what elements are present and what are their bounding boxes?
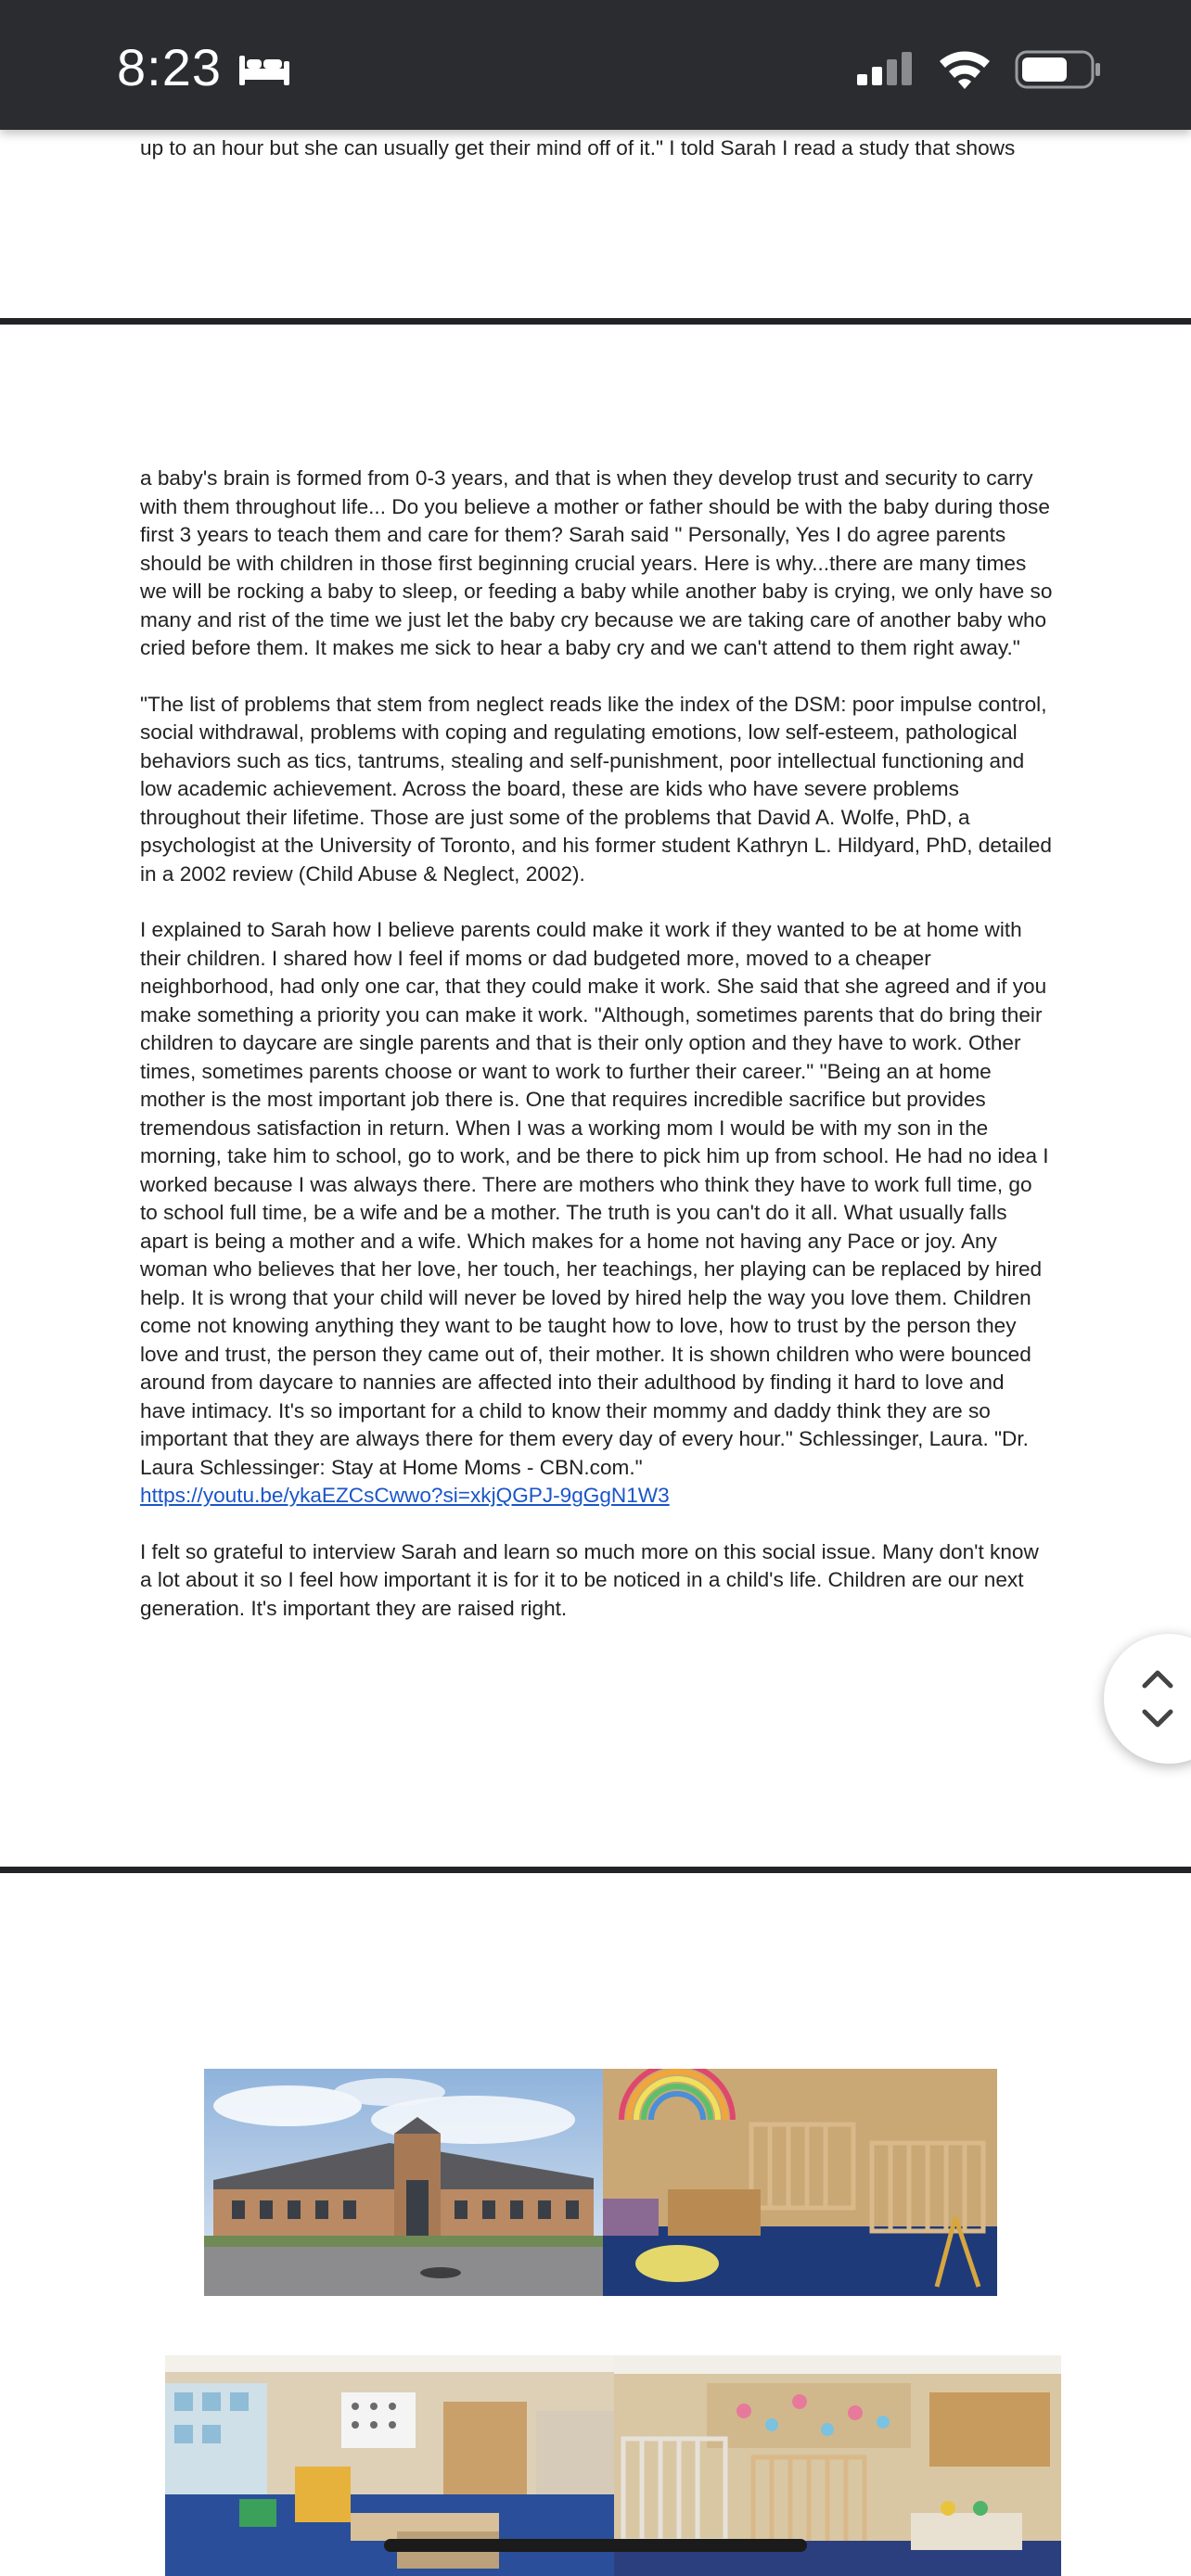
page-scroll-control[interactable] <box>1104 1634 1191 1764</box>
daycare-building-photo <box>204 2069 603 2296</box>
nursery-cribs-photo <box>603 2069 997 2296</box>
wifi-icon <box>937 48 992 89</box>
status-bar <box>0 0 1191 130</box>
paragraph-brain-development: a baby's brain is formed from 0-3 years, and that is when they develop trust and security to carry with them throughout life... Do you believe a mother or father should be with the baby during those first 3 years to teach them and care for them? Sarah said " Personally, Yes I do agree parents should be with children in those first beginning crucial years. Here is why...there are many times we will be rocking a baby to sleep, or feeding a baby while another baby is crying, we only have so many and rist of the time we just let the baby cry because we are taking care of another baby who cried before them. It makes me sick to hear a baby cry and we can't attend to them right away." <box>140 466 1053 659</box>
status-time: 8:23 <box>117 38 222 96</box>
chevron-up-icon[interactable] <box>1139 1665 1176 1691</box>
cellular-signal-icon <box>855 52 916 85</box>
paragraph-parents-work-text: I explained to Sarah how I believe parents could make it work if they wanted to be at home with their children. I shared how I feel if moms or dad budgeted more, moved to a cheaper neighborhood, had only one car, that they could make it work. She said that she agreed and if you make something a priority you can make it work. "Although, sometimes parents that do bring their children to daycare are single parents and that is their only option and they have to work. Other times, sometimes parents choose or want to work to further their career." "Being an at home mother is the most important job there is. One that requires incredible sacrifice but provides tremendous satisfaction in return. When I was a working mom I would be with my son in the morning, take him to school, go to work, and be there to pick him up from school. He had no idea I worked because I was always there. There are mothers who think they have to work full time, go to school full time, be a wife and be a mother. The truth is you can't do it all. What usually falls apart is being a mother and a wife. Which makes for a home not having any Pace or joy. Any woman who believes that her love, her touch, her teachings, her playing can be replaced by hired help. It is wrong that your child will never be loved by hired help the way you love them. Children come not knowing anything they want to be taught how to love, how to trust by the person they love and trust, the person they came out of, their mother. It is shown children who were bounced around from daycare to nannies are affected into their adulthood by finding it hard to love and have intimacy. It's so important for a child to know their mommy and daddy think they are so important that they are always there for them every day of every hour." Schlessinger, Laura. "Dr. Laura Schlessinger: Stay at Home Moms - CBN.com." <box>140 918 1049 1479</box>
bed-icon <box>237 52 291 87</box>
text-fragment-top <box>140 134 1054 163</box>
paragraph-neglect-problems: "The list of problems that stem from neglect reads like the index of the DSM: poor impulse control, social withdrawal, problems with coping and regulating emotions, low self-esteem, pathological behaviors such as tics, tantrums, stealing and self-punishment, poor intellectual functioning and low academic achievement. Across the board, these are kids who have severe problems throughout their lifetime. Those are just some of the problems that David A. Wolfe, PhD, a psychologist at the University of Toronto, and his former student Kathryn L. Hildyard, PhD, detailed in a 2002 review (Child Abuse & Neglect, 2002). <box>140 692 1052 886</box>
page-divider <box>0 318 1191 325</box>
page-divider <box>0 1867 1191 1873</box>
article-body <box>140 465 1054 1651</box>
battery-icon <box>1015 50 1102 89</box>
home-indicator[interactable] <box>384 2539 807 2552</box>
text-line: up to an hour but she can usually get their mind off of it." I told Sarah I read a study that shows <box>140 136 1016 159</box>
youtube-link[interactable]: https://youtu.be/ykaEZCsCwwo?si=xkjQGPJ-9gGgN1W3 <box>140 1484 670 1507</box>
chevron-down-icon[interactable] <box>1139 1706 1176 1732</box>
paragraph-closing: I felt so grateful to interview Sarah and learn so much more on this social issue. Many don't know a lot about it so I feel how important it is for it to be noticed in a child's life. Children are our next generation. It's important they are raised right. <box>140 1539 1039 1620</box>
paragraph-parents-work <box>140 916 1054 1511</box>
